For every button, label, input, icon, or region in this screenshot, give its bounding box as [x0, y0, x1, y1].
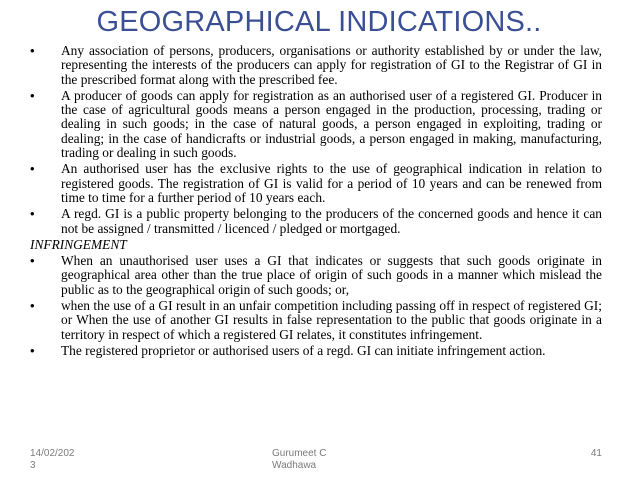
bullet-icon: •: [30, 43, 35, 58]
footer-date: 14/02/2023: [30, 448, 75, 471]
page-number: 41: [590, 448, 602, 459]
bullet-icon: •: [30, 298, 35, 314]
bullet-item: [30, 207, 602, 236]
bullet-text: Any association of persons, producers, organisations or authority established by or under the law, representing the interests of the producers can apply for registration of GI to the Registrar of GI in the prescribed format along with the prescribed fee.: [61, 43, 602, 87]
bullet-text: when the use of a GI result in an unfair competition including passing off in respect of registered GI; or When the use of another GI results in false representation to the public that goods originate in a territory in respect of which a registered GI relates, it constitutes infringement.: [61, 298, 602, 342]
footer-author: Gurumeet C Wadhawa: [272, 448, 327, 471]
bullet-icon: •: [30, 206, 35, 222]
bullet-item: [30, 44, 602, 87]
bullet-icon: •: [30, 342, 35, 358]
bullet-icon: •: [30, 253, 35, 269]
bullet-item: [30, 162, 602, 205]
bullet-text: A regd. GI is a public property belonging to the producers of the concerned goods and hence it can not be assigned / transmitted / licenced / pledged or mortgaged.: [61, 206, 602, 236]
bullet-text: The registered proprietor or authorised users of a regd. GI can initiate infringement action.: [61, 342, 546, 358]
bullet-icon: •: [30, 161, 35, 177]
slide-content: [30, 44, 602, 360]
bullet-icon: •: [30, 87, 35, 103]
bullet-text: An authorised user has the exclusive rights to the use of geographical indication in relation to registered goods. The registration of GI is valid for a period of 10 years and can be renewed from time to time for a further period of 10 years each.: [61, 161, 602, 205]
bullet-text: A producer of goods can apply for registration as an authorised user of a registered GI. Producer in the case of agricultural goods means a person engaged in the production, processing, trading or dealing in such goods; in the case of natural goods, a person engaged in exploiting, trading or dealing; in the case of handicrafts or industrial goods, a person engaged in making, manufacturing, trading or dealing in such goods.: [61, 87, 602, 161]
bullet-text: When an unauthorised user uses a GI that indicates or suggests that such goods originate in geographical area other than the true place of origin of such goods in a manner which mislead the public as to the geographical origin of such goods; or,: [61, 253, 602, 297]
bullet-item: [30, 254, 602, 297]
bullet-item: [30, 344, 602, 358]
bullet-item: [30, 89, 602, 160]
bullet-item: [30, 299, 602, 342]
page-title: GEOGRAPHICAL INDICATIONS..: [96, 6, 542, 38]
section-heading: INFRINGEMENT: [30, 236, 127, 252]
